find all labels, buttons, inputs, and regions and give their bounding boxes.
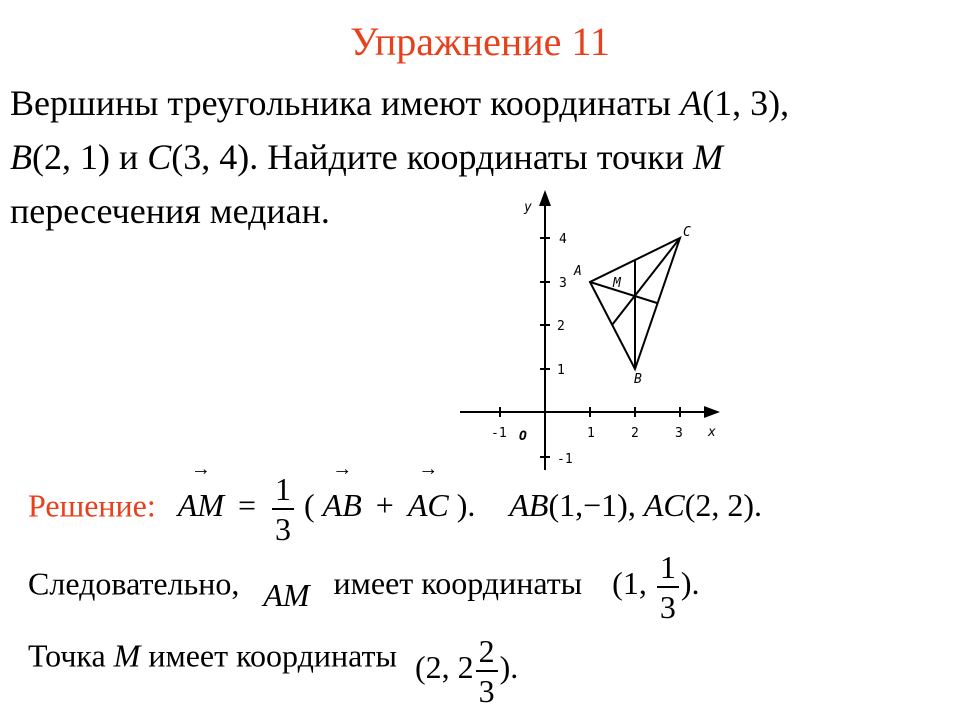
x-axis-label: x — [708, 425, 716, 440]
vertex-c-label: C — [683, 225, 691, 240]
median-from-c — [612, 238, 680, 325]
point-line — [28, 620, 519, 709]
coordinate-graph — [458, 188, 728, 478]
conseq-line — [28, 548, 699, 626]
y-tick-label: 1 — [557, 363, 565, 378]
vector-ac-coords: (2, 2). — [684, 487, 763, 524]
vector-coords — [509, 487, 762, 523]
equals-sign: = — [237, 487, 257, 524]
paren-open: ( — [304, 487, 315, 524]
origin-label: O — [519, 429, 527, 444]
point-m-name: M — [113, 637, 141, 674]
y-tick-label: -1 — [557, 452, 573, 467]
solution-label: Решение: — [28, 487, 156, 524]
problem-text: Вершины треугольника имеют координаты — [10, 83, 681, 123]
y-tick-label: 4 — [559, 232, 567, 247]
y-axis-arrow — [539, 190, 551, 206]
centroid-label: M — [613, 276, 621, 291]
vector-ac: → AC — [408, 485, 449, 525]
m-coords-fraction — [476, 632, 498, 710]
x-tick-label: -1 — [491, 426, 507, 441]
conseq-label: Следовательно, — [28, 565, 240, 602]
x-tick-label: 2 — [631, 426, 639, 441]
point-m-label: M — [692, 137, 723, 177]
fraction-numerator: 1 — [272, 470, 294, 510]
am-coords-fraction — [657, 548, 679, 626]
m-coords-pre: (2, 2 — [414, 649, 474, 686]
point-b-label: B — [10, 137, 32, 177]
vertex-a-label: A — [574, 264, 582, 279]
plus-sign: + — [375, 487, 394, 524]
fraction-one-third — [272, 470, 294, 548]
fraction-numerator: 1 — [657, 548, 679, 588]
x-tick-label: 3 — [675, 426, 683, 441]
vector-equation — [177, 471, 484, 547]
am-coords-pre: (1, — [612, 565, 655, 602]
problem-text-end: пересечения медиан. — [10, 191, 330, 231]
point-c-coords: (3, 4). Найдите координаты точки — [171, 137, 693, 177]
y-tick-label: 3 — [559, 276, 567, 291]
point-text-pre: Точка — [28, 637, 114, 674]
slide-title: Упражнение 11 — [350, 19, 610, 64]
conseq-text: имеет координаты — [333, 565, 583, 602]
point-text-post: имеет координаты — [140, 637, 397, 674]
vertex-b-label: B — [634, 372, 642, 387]
vector-am: → AM — [178, 485, 224, 525]
y-tick-label: 2 — [557, 319, 565, 334]
vector-ac-name: AC — [643, 487, 685, 524]
vector-ab-coords: (1,−1), — [548, 487, 644, 524]
point-a-label: A — [680, 83, 703, 123]
paren-close: ). — [456, 487, 476, 524]
solution-line — [28, 470, 762, 548]
am-coords-post: ). — [680, 565, 700, 602]
fraction-numerator: 2 — [476, 632, 498, 672]
vector-am-result: AM — [263, 577, 310, 614]
fraction-denominator: 3 — [659, 589, 676, 625]
vector-ab-name: AB — [509, 487, 549, 524]
y-axis-label: y — [524, 200, 532, 215]
fraction-denominator: 3 — [478, 673, 495, 709]
m-coords-post: ). — [499, 649, 519, 686]
vector-ab: → AB — [323, 485, 362, 525]
m-coords — [414, 633, 519, 709]
x-axis-arrow — [704, 406, 720, 418]
x-tick-label: 1 — [587, 426, 595, 441]
am-coords — [612, 549, 700, 625]
point-a-coords: (1, 3), — [702, 83, 790, 123]
point-b-coords: (2, 1) и — [32, 137, 148, 177]
fraction-denominator: 3 — [275, 511, 292, 547]
point-c-label: C — [147, 137, 172, 177]
